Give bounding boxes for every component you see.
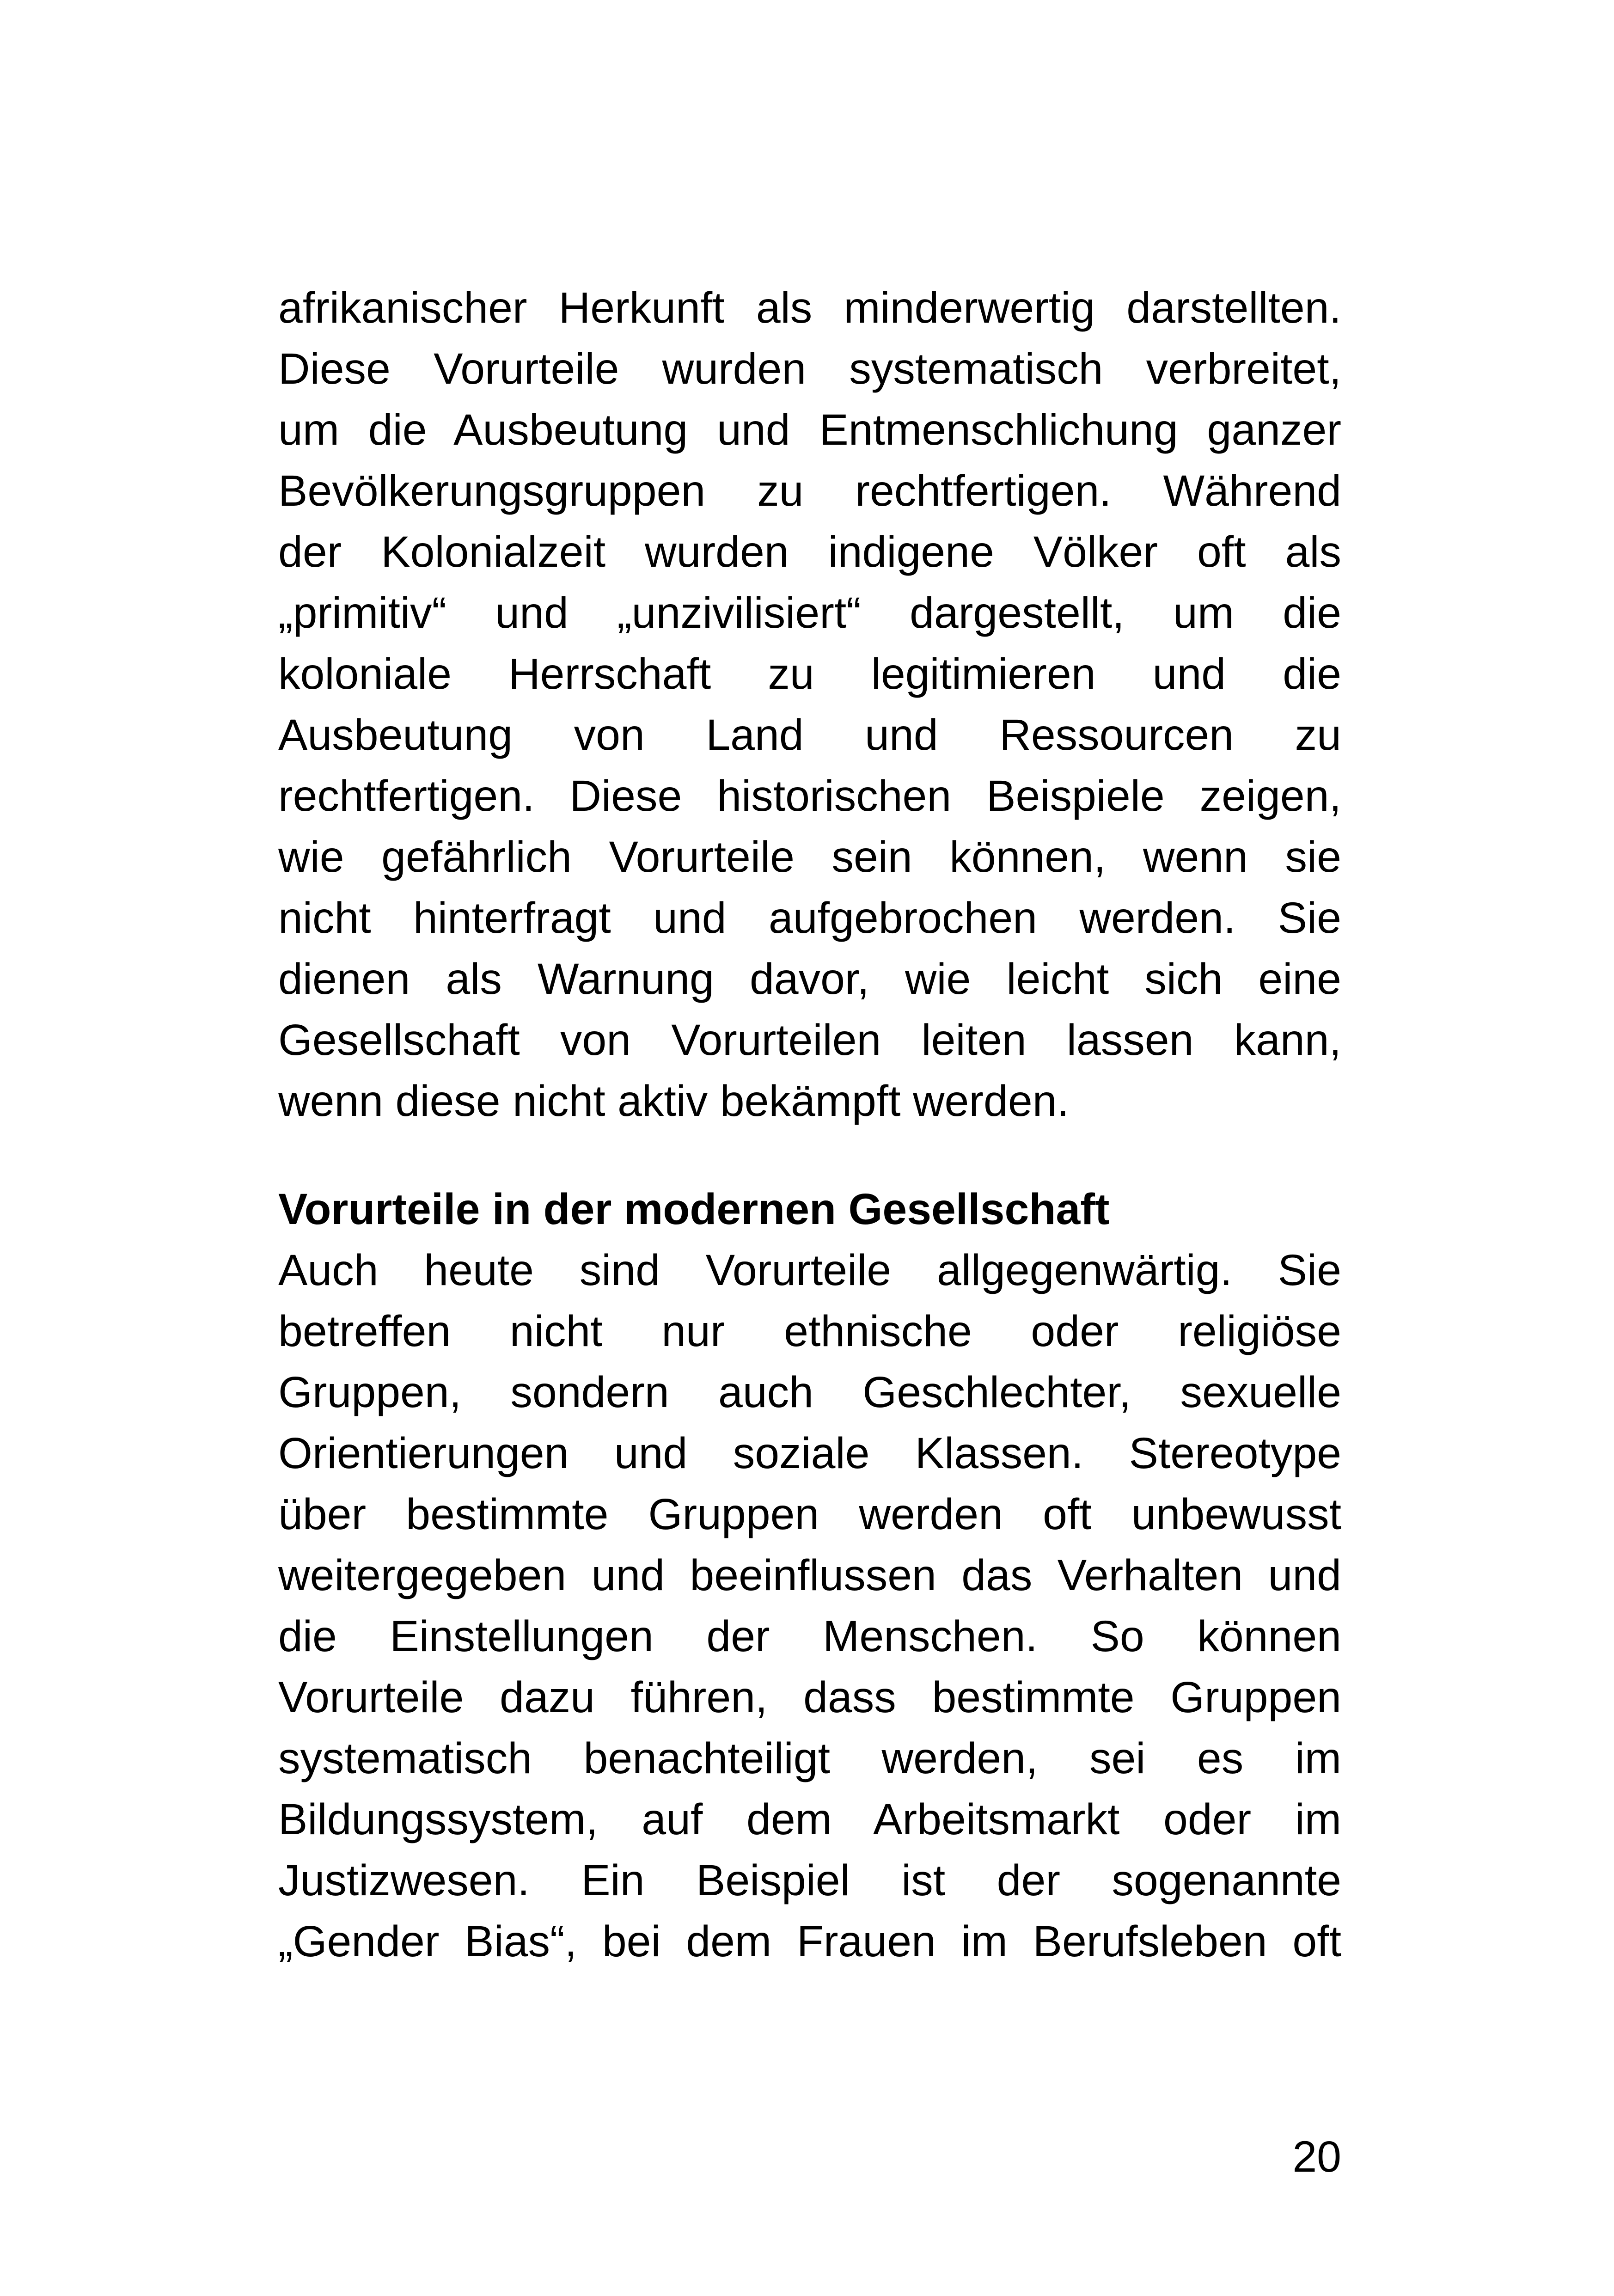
paragraph-line: koloniale Herrschaft zu legitimieren und die [278,649,1341,698]
paragraph-line: nicht hinterfragt und aufgebrochen werden. Sie [278,894,1341,943]
section-modern-society [278,1179,1341,1972]
section-heading: Vorurteile in der modernen Gesellschaft [278,1185,1110,1234]
paragraph-line: systematisch benachteiligt werden, sei es im [278,1734,1341,1783]
paragraph-line: afrikanischer Herkunft als minderwertig darstellten. [278,283,1341,332]
paragraph-line: die Einstellungen der Menschen. So können [278,1612,1341,1661]
paragraph-line: um die Ausbeutung und Entmenschlichung ganzer [278,405,1341,454]
paragraph-line: „Gender Bias“, bei dem Frauen im Berufsleben oft [278,1917,1341,1966]
paragraph-line: Auch heute sind Vorurteile allgegenwärtig. Sie [278,1246,1341,1295]
paragraph-line: Bildungssystem, auf dem Arbeitsmarkt oder im [278,1795,1341,1844]
paragraph-line: Gruppen, sondern auch Geschlechter, sexuelle [278,1368,1341,1417]
page-number: 20 [1292,2132,1341,2181]
paragraph-line: der Kolonialzeit wurden indigene Völker oft als [278,527,1341,576]
paragraph-line: Bevölkerungsgruppen zu rechtfertigen. Während [278,466,1341,515]
paragraph-line: Orientierungen und soziale Klassen. Stereotype [278,1429,1341,1478]
paragraph-line: Vorurteile dazu führen, dass bestimmte Gruppen [278,1673,1341,1722]
paragraph-line: Diese Vorurteile wurden systematisch verbreitet, [278,344,1341,393]
paragraph-line: wie gefährlich Vorurteile sein können, wenn sie [278,833,1341,882]
paragraph-line: „primitiv“ und „unzivilisiert“ dargestellt, um die [278,588,1341,637]
paragraph-line: betreffen nicht nur ethnische oder religiöse [278,1307,1341,1356]
paragraph-line: Justizwesen. Ein Beispiel ist der sogenannte [278,1856,1341,1905]
paragraph-line: Gesellschaft von Vorurteilen leiten lassen kann, [278,1016,1341,1065]
paragraph-line: rechtfertigen. Diese historischen Beispiele zeigen, [278,771,1341,820]
paragraph-line: Ausbeutung von Land und Ressourcen zu [278,710,1341,759]
paragraph-line: dienen als Warnung davor, wie leicht sich eine [278,955,1341,1004]
paragraph-line: über bestimmte Gruppen werden oft unbewusst [278,1490,1341,1539]
paragraph-line-last: wenn diese nicht aktiv bekämpft werden. [278,1077,1069,1126]
paragraph-1 [278,277,1341,1132]
paragraph-line: weitergegeben und beeinflussen das Verhalten und [278,1551,1341,1600]
